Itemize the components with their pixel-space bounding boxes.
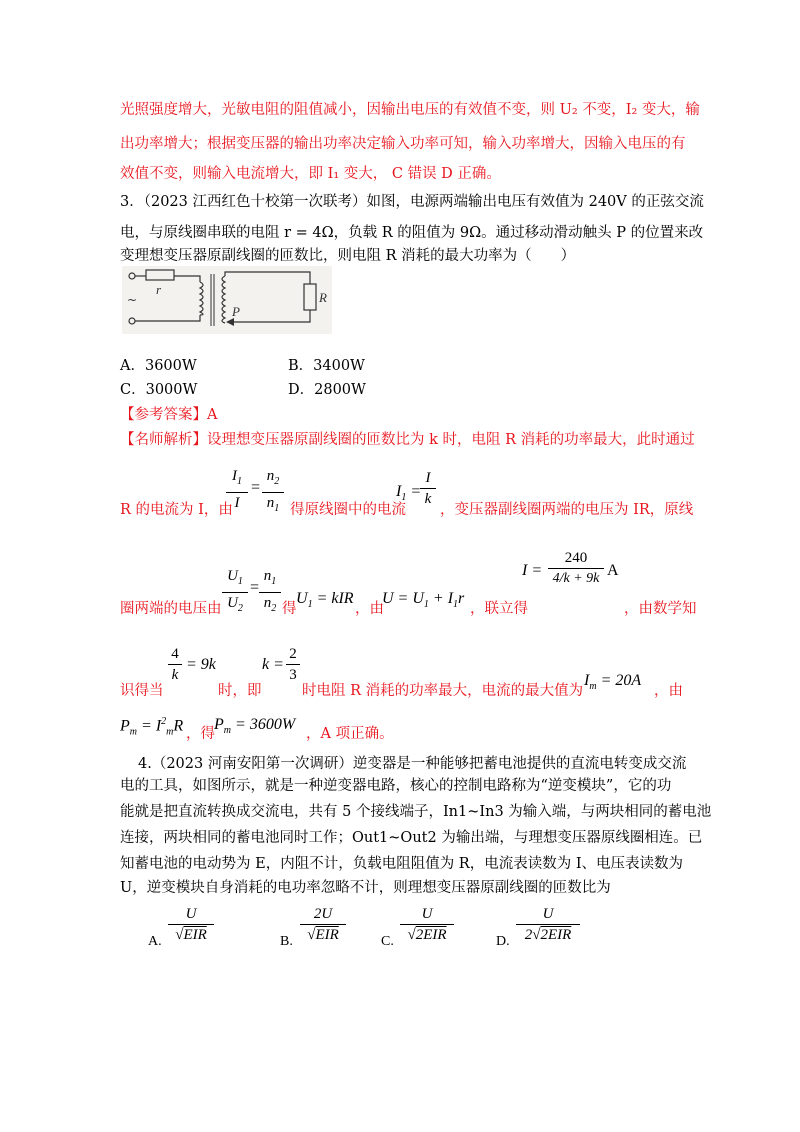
- formula-pm-eq-im2r: $P_m = I^2_mR$: [120, 716, 184, 738]
- q3-expl-line4c: 时电阻 R 消耗的功率最大，电流的最大值为: [302, 683, 584, 699]
- load-resistor-R-label: R: [319, 290, 327, 305]
- formula-i-eq: I =: [522, 562, 543, 579]
- q3-line2: 电，与原线圈串联的电阻 r = 4Ω，负载 R 的阻值为 9Ω。通过移动滑动触头 P 的位置来改: [120, 225, 704, 241]
- q4-option-d-formula: U 2√2EIR: [516, 904, 580, 945]
- formula-i-over-k: $\frac{I}{k}$: [420, 468, 436, 509]
- q3-line3: 变理想变压器原副线圈的匝数比，则电阻 R 消耗的最大功率为（ ）: [120, 248, 576, 264]
- q4-option-c-label: C.: [381, 934, 394, 949]
- formula-4-over-k: $\frac{4}{k}$: [168, 644, 182, 685]
- q3-expl-line3e: ，由数学知: [624, 601, 697, 617]
- q3-expl-line5a: ，得: [186, 726, 215, 742]
- q4-line6: U，逆变模块自身消耗的电功率忽略不计，则理想变压器原副线圈的匝数比为: [120, 880, 611, 896]
- q3-option-b: B．3400W: [288, 358, 365, 374]
- equals-sign-2: =: [249, 579, 260, 596]
- q4-line1: 4.（2023 河南安阳第一次调研）逆变器是一种能够把蓄电池提供的直流电转变成交流: [138, 756, 687, 772]
- q3-expl-line3c: ，由: [355, 601, 384, 617]
- q4-line2: 电的工具，如图所示，就是一种逆变器电路，核心的控制电路称为“逆变模块”，它的功: [120, 778, 672, 794]
- para1-line2: 出功率增大；根据变压器的输出功率决定输入功率可知，输入功率增大，因输入电压的有: [120, 136, 686, 152]
- q4-option-b-label: B.: [280, 934, 293, 949]
- q3-expl-line4b: 时，即: [218, 683, 262, 699]
- para1-line1: 光照强度增大，光敏电阻的阻值减小，因输出电压的有效值不变，则 U₂ 不变，I₂ 变大，输: [120, 102, 700, 118]
- q4-option-c-formula: U √2EIR: [400, 904, 454, 945]
- source-label: ~: [127, 293, 138, 307]
- q4-option-a-formula: U √EIR: [168, 904, 214, 945]
- q3-expl-line3a: 圈两端的电压由: [120, 601, 222, 617]
- q3-expl-line3b: 得: [282, 601, 297, 617]
- q4-line5: 知蓄电池的电动势为 E，内阻不计，负载电阻阻值为 R，电流表读数为 I、电压表读数为: [120, 856, 684, 872]
- unit-a: A: [607, 562, 619, 579]
- resistor-r-label: r: [156, 282, 162, 297]
- q4-line4: 连接，两块相同的蓄电池同时工作；Out1~Out2 为输出端，与理想变压器原线圈相连。已: [120, 830, 703, 846]
- circuit-diagram: [122, 266, 332, 334]
- formula-n1-over-n2: $\frac{n_1}{n_2}$: [259, 566, 281, 619]
- q3-option-d: D．2800W: [288, 382, 366, 398]
- q4-option-d-label: D.: [496, 934, 510, 949]
- equals-sign: =: [250, 479, 261, 496]
- formula-k-eq: k =: [262, 656, 284, 673]
- q3-answer: 【参考答案】A: [120, 407, 218, 423]
- formula-pm-eq-3600w: $P_m = 3600W$: [214, 716, 296, 737]
- slider-P-label: P: [232, 304, 240, 319]
- formula-2-over-3: $\frac{2}{3}$: [286, 644, 300, 685]
- q3-option-c: C．3000W: [120, 382, 198, 398]
- q3-expl-line2c: ，变压器副线圈两端的电压为 IR，原线: [440, 502, 694, 518]
- q3-option-a: A．3600W: [120, 358, 197, 374]
- q3-expl-line4d: ，由: [654, 683, 683, 699]
- q3-expl-line3d: ，联立得: [470, 601, 528, 617]
- formula-u1-eq-kir: $U_1$ = kIR: [296, 590, 354, 611]
- q3-expl-line5b: ，A 项正确。: [306, 726, 394, 742]
- formula-i1-eq: $I_1$ =: [396, 483, 422, 504]
- q4-line3: 能就是把直流转换成交流电，共有 5 个接线端子，In1~In3 为输入端，与两块相同的蓄电池: [120, 804, 712, 820]
- q3-expl-line1: 【名师解析】设理想变压器原副线圈的匝数比为 k 时，电阻 R 消耗的功率最大，此时通过: [120, 432, 695, 448]
- q3-expl-line4a: 识得当: [120, 683, 164, 699]
- q3-expl-line2b: 得原线圈中的电流: [290, 502, 406, 518]
- q4-option-a-label: A.: [148, 934, 162, 949]
- formula-u1-over-u2: $\frac{U_1}{U_2}$: [222, 566, 248, 619]
- q3-expl-line2a: R 的电流为 I，由: [120, 502, 233, 518]
- formula-i1-over-i: $\frac{I_1}{I}$: [226, 466, 248, 513]
- formula-eq-9k: = 9k: [186, 656, 216, 673]
- formula-im-eq-20a: $I_m = 20A$: [584, 672, 642, 693]
- q4-option-b-formula: 2U √EIR: [300, 904, 346, 945]
- formula-n2-over-n1: $\frac{n_2}{n_1}$: [262, 466, 284, 519]
- para1-line3: 效值不变，则输入电流增大，即 I₁ 变大， C 错误 D 正确。: [120, 166, 501, 182]
- formula-u-sum: $U = U_1 + I_1r$: [382, 590, 465, 611]
- formula-240-over: $\frac{240}{4/k + 9k}$: [548, 548, 604, 589]
- q3-line1: 3．（2023 江西红色十校第一次联考）如图，电源两端输出电压有效值为 240V 的正弦交流: [120, 194, 704, 210]
